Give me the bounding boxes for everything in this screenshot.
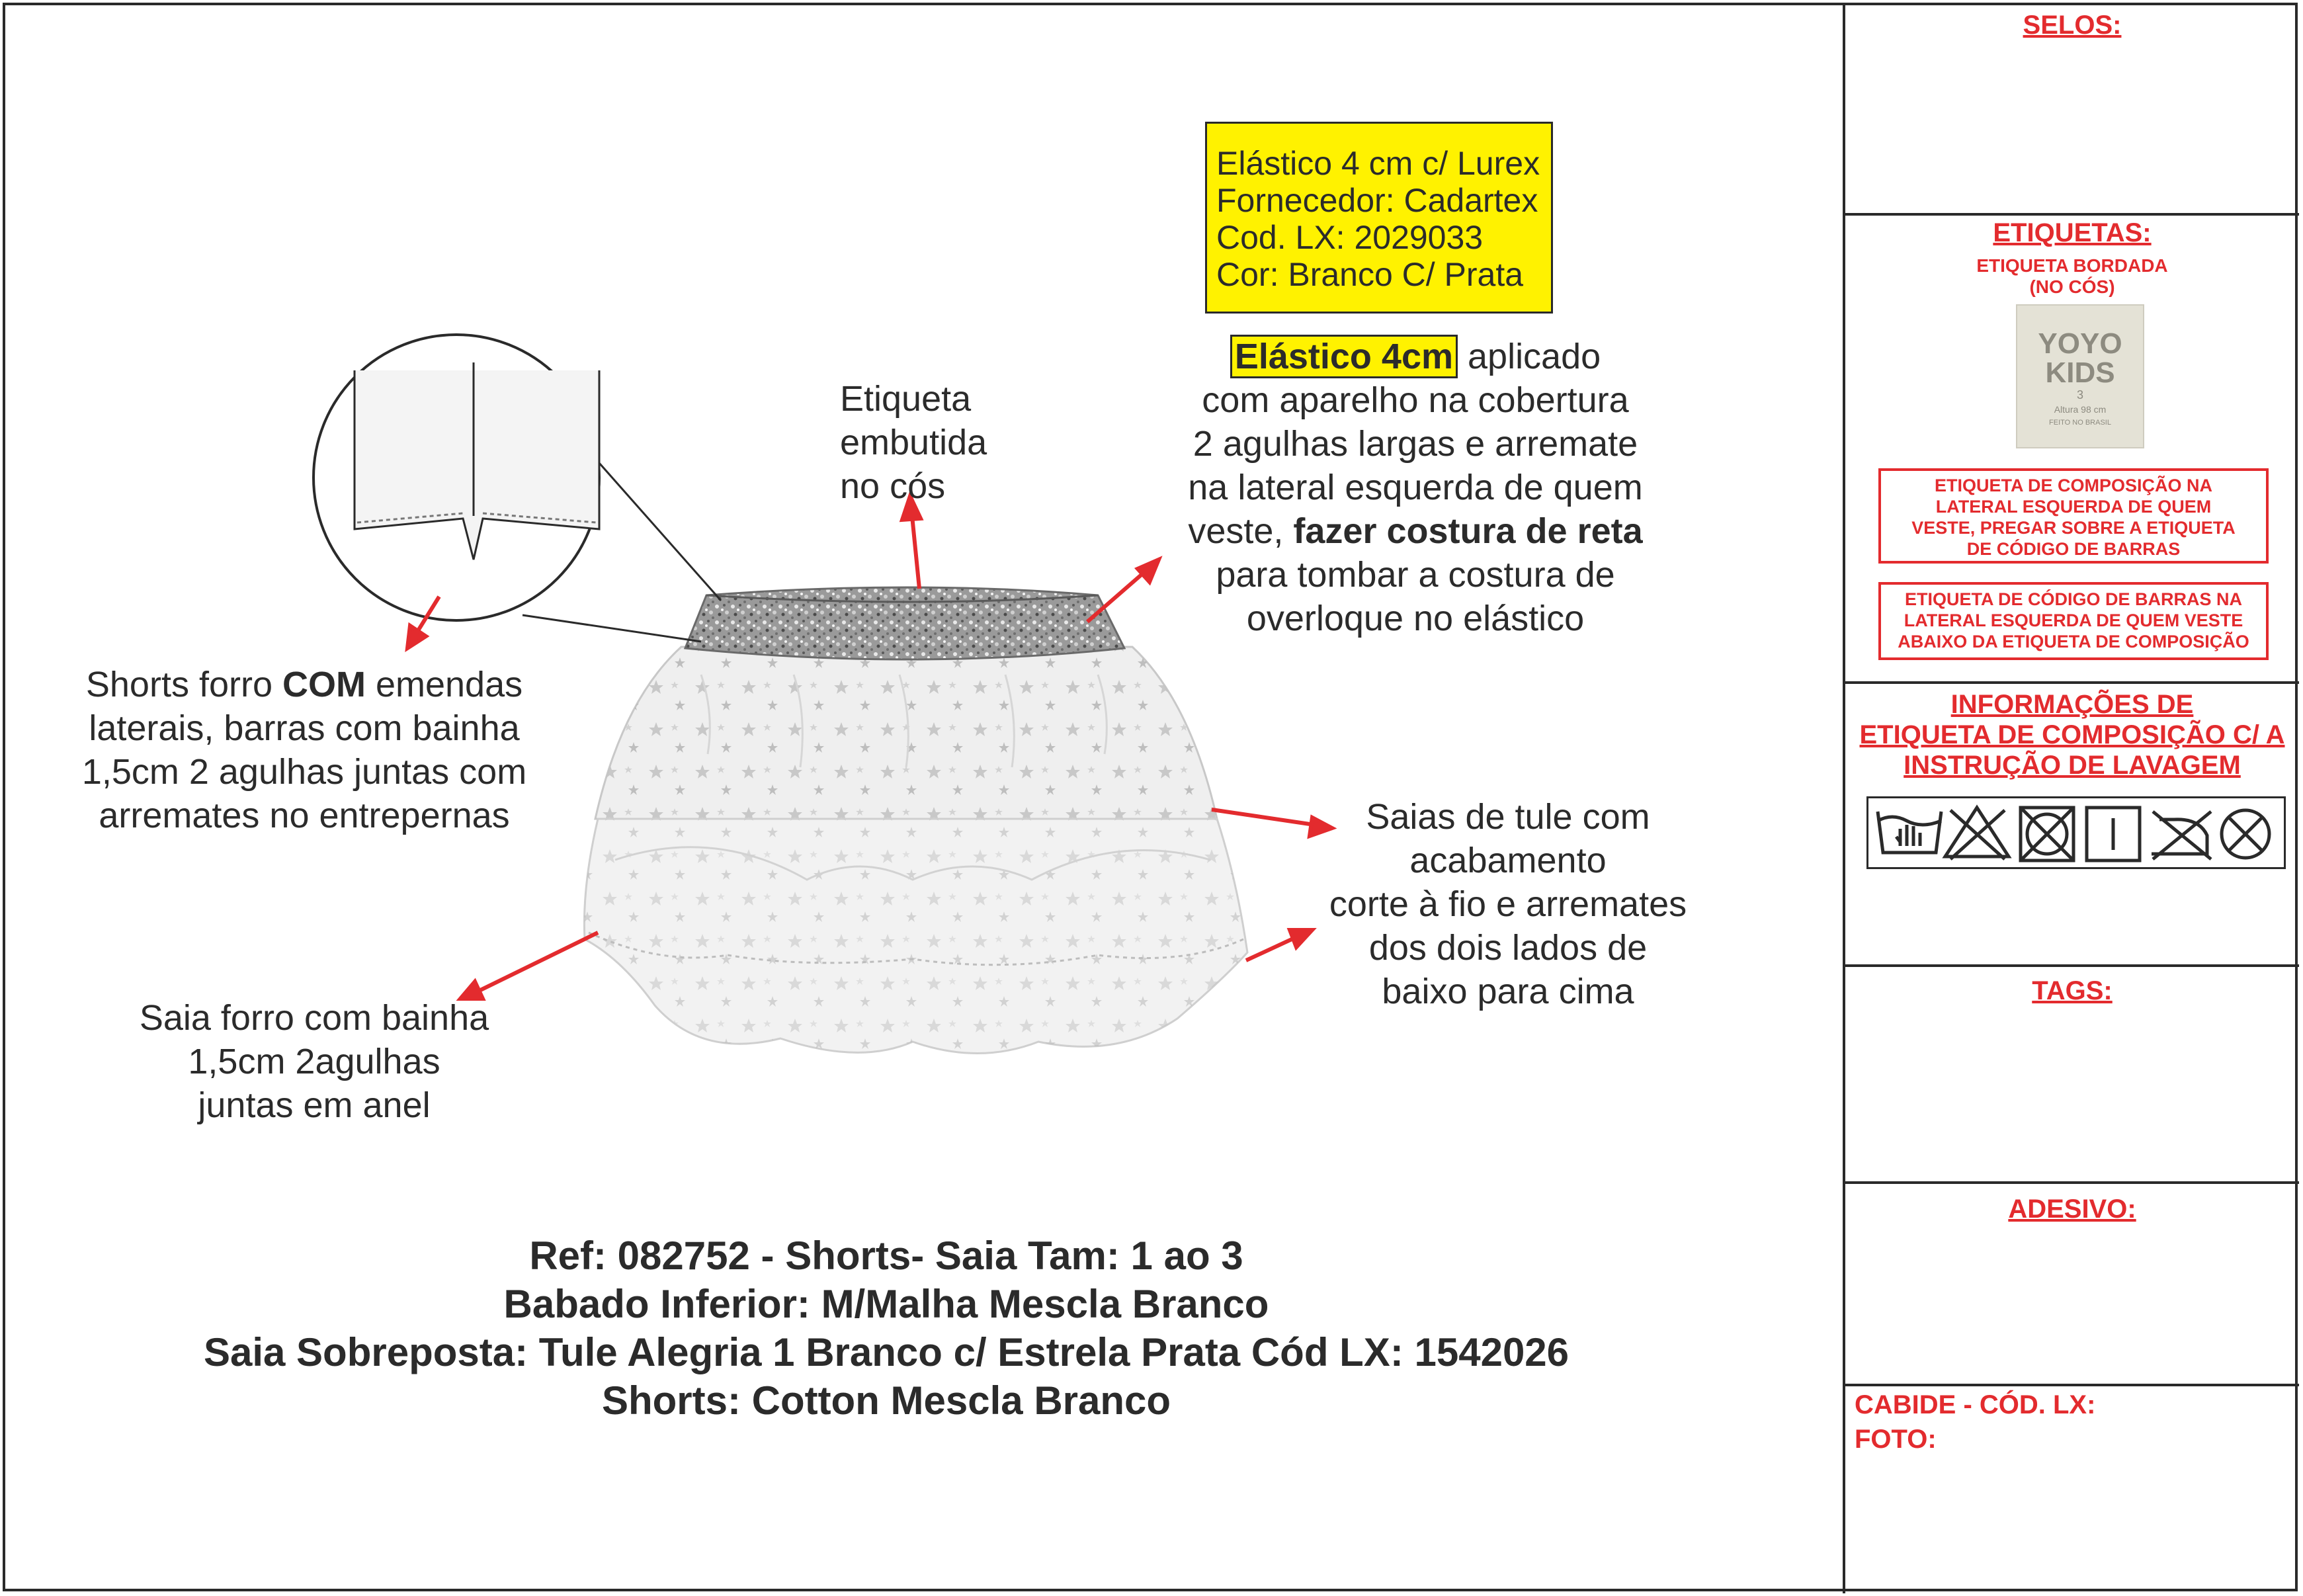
care-instructions-box <box>1866 796 2286 869</box>
composicao-line: LATERAL ESQUERDA DE QUEM <box>1935 497 2212 517</box>
tule-note-line: acabamento <box>1409 841 1607 880</box>
divider-adesivo <box>1843 1384 2299 1386</box>
shorts-note-text: emendas <box>365 665 523 704</box>
brand-label-line1: YOYO <box>2038 327 2122 360</box>
composicao-line: DE CÓDIGO DE BARRAS <box>1966 539 2181 559</box>
divider-tags <box>1843 1181 2299 1184</box>
etiqueta-note-line: embutida <box>840 423 987 462</box>
elastic-application-note <box>1124 335 1706 640</box>
saias-tule-note <box>1296 795 1720 1013</box>
tule-note-line: Saias de tule com <box>1366 797 1650 837</box>
divider-informacoes <box>1843 964 2299 967</box>
shorts-forro-note <box>40 663 569 837</box>
informacoes-title-line: INSTRUÇÃO DE LAVAGEM <box>1904 751 2241 780</box>
shorts-note-text: Shorts forro <box>85 665 282 704</box>
codigo-barras-line: LATERAL ESQUERDA DE QUEM VESTE <box>1904 610 2243 630</box>
ref-line: Babado Inferior: M/Malha Mescla Branco <box>503 1282 1269 1326</box>
saia-forro-line: Saia forro com bainha <box>139 998 489 1038</box>
elastic-note-bold: fazer costura de reta <box>1293 511 1643 551</box>
cabide-label: CABIDE - CÓD. LX: <box>1855 1390 2096 1419</box>
etiquetas-title: ETIQUETAS: <box>1993 218 2152 247</box>
shorts-note-line: 1,5cm 2 agulhas juntas com <box>81 752 527 792</box>
brand-label-made-in: FEITO NO BRASIL <box>2049 419 2111 427</box>
waistband-elastic <box>685 587 1124 659</box>
elastic-spec-line: Fornecedor: Cadartex <box>1216 182 1538 219</box>
etiqueta-note-line: Etiqueta <box>840 379 972 419</box>
selos-title: SELOS: <box>2023 11 2122 40</box>
tags-title: TAGS: <box>2032 976 2113 1005</box>
ref-line: Shorts: Cotton Mescla Branco <box>601 1378 1171 1423</box>
brand-label-image <box>2016 304 2144 448</box>
no-tumble-dry-icon <box>2021 808 2073 861</box>
shorts-note-bold: COM <box>282 665 366 704</box>
no-iron-icon <box>2152 812 2211 859</box>
tule-note-line: dos dois lados de <box>1368 928 1648 968</box>
etiqueta-bordada-line1: ETIQUETA BORDADA <box>1976 255 2168 276</box>
etiqueta-embutida-note <box>840 377 1038 508</box>
elastic-spec-box <box>1205 122 1553 314</box>
tule-note-line: baixo para cima <box>1382 972 1634 1011</box>
ref-line: Ref: 082752 - Shorts- Saia Tam: 1 ao 3 <box>529 1234 1243 1278</box>
brand-label-altura: Altura 98 cm <box>2054 404 2107 415</box>
elastic-spec-line: Cod. LX: 2029033 <box>1216 219 1484 256</box>
elastic-spec-line: Elástico 4 cm c/ Lurex <box>1216 145 1540 182</box>
elastic-note-line: 2 agulhas largas e arremate <box>1193 424 1638 464</box>
elastic-highlight: Elástico 4cm <box>1230 335 1458 378</box>
saia-forro-line: juntas em anel <box>198 1085 431 1125</box>
saia-forro-note <box>99 996 529 1127</box>
codigo-barras-line: ABAIXO DA ETIQUETA DE COMPOSIÇÃO <box>1898 632 2249 651</box>
informacoes-title-line: ETIQUETA DE COMPOSIÇÃO C/ A <box>1859 720 2285 749</box>
shorts-note-line: arremates no entrepernas <box>99 796 510 835</box>
elastic-note-text: aplicado <box>1458 337 1601 376</box>
codigo-barras-line: ETIQUETA DE CÓDIGO DE BARRAS NA <box>1904 589 2243 609</box>
ref-line: Saia Sobreposta: Tule Alegria 1 Branco c/ Estrela Prata Cód LX: 1542026 <box>203 1330 1570 1374</box>
elastic-note-text: veste, <box>1188 511 1294 551</box>
divider-selos <box>1843 213 2299 216</box>
reference-block <box>66 1232 1706 1425</box>
brand-label-size: 3 <box>2076 388 2083 401</box>
informacoes-title-line: INFORMAÇÕES DE <box>1950 690 2194 719</box>
skirt-body <box>584 647 1247 1054</box>
no-bleach-icon <box>1945 808 2009 859</box>
shorts-note-line: laterais, barras com bainha <box>89 708 520 748</box>
hand-wash-icon <box>1878 812 1941 853</box>
etiqueta-note-line: no cós <box>840 466 946 506</box>
line-dry-icon <box>2087 808 2140 861</box>
saia-forro-line: 1,5cm 2agulhas <box>188 1042 440 1081</box>
detail-magnifier <box>314 335 721 642</box>
adesivo-title: ADESIVO: <box>2008 1195 2136 1224</box>
elastic-note-line: overloque no elástico <box>1246 599 1585 638</box>
divider-etiquetas <box>1843 681 2299 684</box>
composicao-note-box <box>1878 468 2269 564</box>
etiqueta-bordada-line2: (NO CÓS) <box>2029 276 2115 297</box>
elastic-note-line: para tombar a costura de <box>1216 555 1615 595</box>
care-icons <box>1868 798 2288 871</box>
composicao-line: VESTE, PREGAR SOBRE A ETIQUETA <box>1911 518 2236 538</box>
codigo-barras-note-box <box>1878 582 2269 660</box>
brand-label-line2: KIDS <box>2045 357 2115 389</box>
elastic-note-line: com aparelho na cobertura <box>1202 380 1629 420</box>
elastic-spec-line: Cor: Branco C/ Prata <box>1216 256 1524 293</box>
informacoes-title <box>1845 689 2299 780</box>
foto-label: FOTO: <box>1855 1425 1937 1454</box>
no-dry-clean-icon <box>2222 810 2269 858</box>
composicao-line: ETIQUETA DE COMPOSIÇÃO NA <box>1934 476 2213 495</box>
tule-note-line: corte à fio e arremates <box>1329 884 1687 924</box>
elastic-note-line: na lateral esquerda de quem <box>1188 468 1643 507</box>
